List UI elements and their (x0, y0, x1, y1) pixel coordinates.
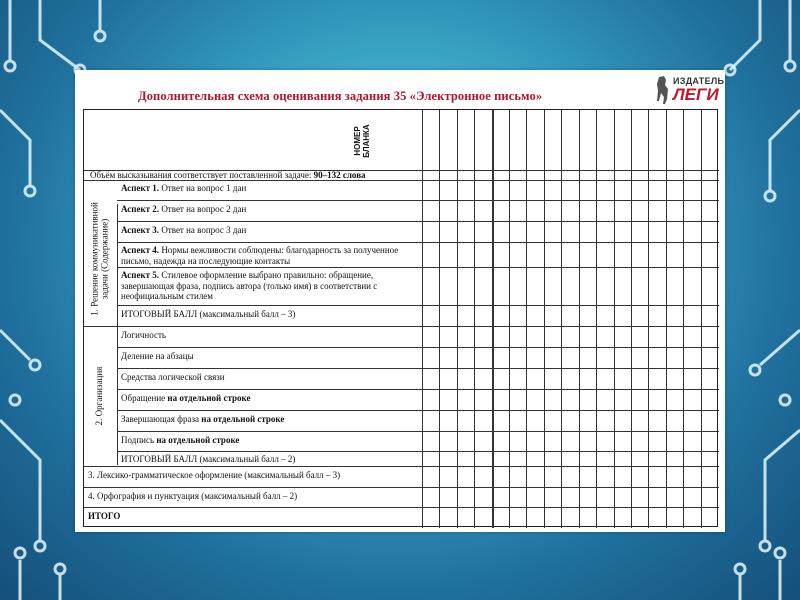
connectors-row: Средства логической связи (121, 372, 225, 382)
closing-phrase-row: Завершающая фраза на отдельной строке (121, 414, 285, 424)
publisher-logo (653, 72, 725, 108)
aspect-2-row: Аспект 2. Ответ на вопрос 2 дан (121, 204, 247, 214)
section-2-total-row: ИТОГОВЫЙ БАЛЛ (максимальный балл – 2) (121, 454, 296, 464)
form-number-header: НОМЕР БЛАНКА (353, 124, 371, 158)
assessment-table (83, 109, 718, 527)
aspect-1-row: Аспект 1. Ответ на вопрос 1 дан (121, 183, 247, 193)
horse-icon (655, 75, 671, 105)
signature-row: Подпись на отдельной строке (121, 435, 240, 445)
lexical-row: 3. Лексико-грамматическое оформление (максимальный балл – 3) (88, 470, 341, 480)
paragraphs-row: Деление на абзацы (121, 351, 194, 361)
section-content-label: 1. Решение коммуникативной задачи (Содержание) (89, 202, 110, 316)
aspect-3-row: Аспект 3. Ответ на вопрос 3 дан (121, 225, 247, 235)
assessment-sheet (75, 70, 725, 532)
spelling-row: 4. Орфография и пунктуация (максимальный балл – 2) (88, 491, 298, 501)
section-1-total-row: ИТОГОВЫЙ БАЛЛ (максимальный балл – 3) (121, 309, 296, 319)
section-organization-label: 2. Организация (94, 366, 104, 426)
logo-line2: ЛЕГИ (673, 85, 719, 104)
logo-line1: ИЗДАТЕЛЬ (673, 76, 725, 86)
total-row: ИТОГО (88, 511, 121, 521)
aspect-4-row: Аспект 4. Нормы вежливости соблюдены: благодарность за полученное письмо, надежда на последующие контакты (121, 245, 399, 266)
volume-row: Объём высказывания соответствует поставленной задаче: 90–132 слова (90, 170, 366, 180)
aspect-5-row: Аспект 5. Стилевое оформление выбрано правильно: обращение, завершающая фраза, подпись автора (только имя) в соответствии с неофициальным стилем (121, 270, 378, 301)
document-title: Дополнительная схема оценивания задания 35 «Электронное письмо» (138, 89, 543, 103)
logic-row: Логичность (121, 330, 166, 340)
greeting-row: Обращение на отдельной строке (121, 393, 251, 403)
